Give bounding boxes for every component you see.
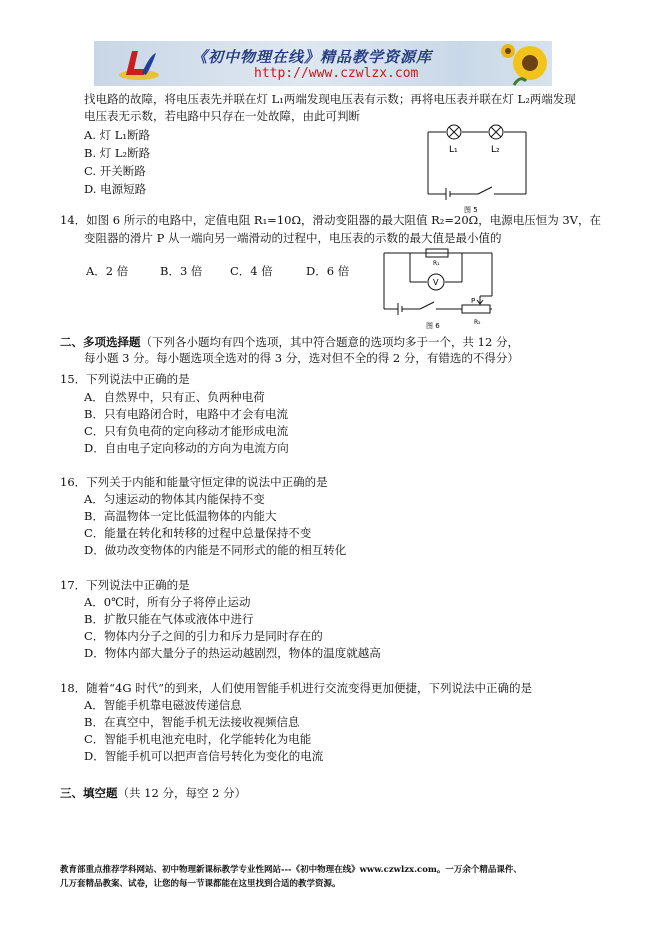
q14-option-c: C．4 倍 <box>230 264 273 278</box>
section-3-heading: 三、填空题 <box>60 786 118 800</box>
footer-line-1: 教育部重点推荐学科网站、初中物理新课标教学专业性网站---《初中物理在线》www.czwlzx.com。一万余个精品课件、 <box>60 865 522 875</box>
section-3-description: （共 12 分，每空 2 分） <box>117 786 247 800</box>
q13-option-b: B. 灯 L₂断路 <box>84 146 151 160</box>
q15-option-b: B．只有电路闭合时，电路中才会有电流 <box>84 407 288 421</box>
q16-option-d: D．做功改变物体的内能是不同形式的能的相互转化 <box>84 543 347 557</box>
footer-line-2: 几万套精品教案、试卷，让您的每一节课都能在这里找到合适的教学资源。 <box>60 879 341 889</box>
q16-option-b: B．高温物体一定比低温物体的内能大 <box>84 509 277 523</box>
q15-stem: 15．下列说法中正确的是 <box>60 372 190 386</box>
figure-6-label-r2: R₂ <box>474 319 481 326</box>
q13-option-a: A. 灯 L₁断路 <box>84 128 151 142</box>
figure-5-circuit <box>418 124 538 214</box>
figure-6-label-r1: R₁ <box>433 260 440 267</box>
figure-5-label-l2: L₂ <box>491 145 500 155</box>
q14-option-b: B．3 倍 <box>160 264 203 278</box>
q13-stem-line1: 找电路的故障，将电压表先并联在灯 L₁两端发现电压表有示数；再将电压表并联在灯 L₂两端发现 <box>84 92 576 106</box>
figure-5-label-l1: L₁ <box>449 145 458 155</box>
q15-option-a: A．自然界中，只有正、负两种电荷 <box>84 390 265 404</box>
q18-option-c: C．智能手机电池充电时，化学能转化为电能 <box>84 732 312 746</box>
q14-option-a: A．2 倍 <box>86 264 129 278</box>
figure-5-caption: 图 5 <box>464 206 478 214</box>
q17-stem: 17．下列说法中正确的是 <box>60 578 190 592</box>
figure-6-label-v: V <box>433 278 439 287</box>
section-2-description-cont: 每小题 3 分。每小题选项全选对的得 3 分，选对但不全的得 2 分，有错选的不得分） <box>84 351 519 365</box>
q13-stem-line2: 电压表无示数，若电路中只存在一处故障，由此可判断 <box>84 109 360 123</box>
section-2-heading-line <box>60 335 519 350</box>
q17-option-d: D．物体内部大量分子的热运动越剧烈，物体的温度就越高 <box>84 646 381 660</box>
site-logo-icon <box>116 45 162 83</box>
q14-stem-line2: 变阻器的滑片 P 从一端向另一端滑动的过程中，电压表的示数的最大值是最小值的 <box>84 231 502 245</box>
section-3-heading-line <box>60 786 246 801</box>
banner-title: 《初中物理在线》精品教学资源库 <box>192 48 433 66</box>
q13-option-c: C. 开关断路 <box>84 164 146 178</box>
q17-option-a: A．0℃时，所有分子将停止运动 <box>84 595 251 609</box>
q14-option-d: D．6 倍 <box>306 264 350 278</box>
q17-option-b: B．扩散只能在气体或液体中进行 <box>84 612 254 626</box>
sunflower-icon <box>500 41 552 86</box>
section-2-description: （下列各小题均有四个选项，其中符合题意的选项均多于一个，共 12 分， <box>140 335 519 349</box>
q18-stem: 18．随着“4G 时代”的到来，人们使用智能手机进行交流变得更加便捷，下列说法中正确的是 <box>60 681 533 695</box>
q18-option-d: D．智能手机可以把声音信号转化为变化的电流 <box>84 749 324 763</box>
q16-option-a: A．匀速运动的物体其内能保持不变 <box>84 492 265 506</box>
q18-option-a: A．智能手机靠电磁波传递信息 <box>84 698 242 712</box>
figure-6-label-p: P <box>471 297 476 305</box>
q17-option-c: C．物体内分子之间的引力和斥力是同时存在的 <box>84 629 323 643</box>
figure-6-circuit <box>378 248 500 332</box>
q13-option-d: D. 电源短路 <box>84 182 147 196</box>
banner-url[interactable]: http://www.czwlzx.com <box>254 66 419 81</box>
q14-stem-line1: 14．如图 6 所示的电路中，定值电阻 R₁=10Ω，滑动变阻器的最大阻值 R₂=20Ω，电源电压恒为 3V，在 <box>60 213 601 227</box>
section-2-heading: 二、多项选择题 <box>60 335 141 349</box>
q18-option-b: B．在真空中，智能手机无法接收视频信息 <box>84 715 300 729</box>
q15-option-c: C．只有负电荷的定向移动才能形成电流 <box>84 424 289 438</box>
q16-stem: 16．下列关于内能和能量守恒定律的说法中正确的是 <box>60 475 328 489</box>
header-banner <box>94 41 552 86</box>
q15-option-d: D．自由电子定向移动的方向为电流方向 <box>84 441 289 455</box>
figure-6-caption: 图 6 <box>426 322 440 330</box>
q16-option-c: C．能量在转化和转移的过程中总量保持不变 <box>84 526 312 540</box>
